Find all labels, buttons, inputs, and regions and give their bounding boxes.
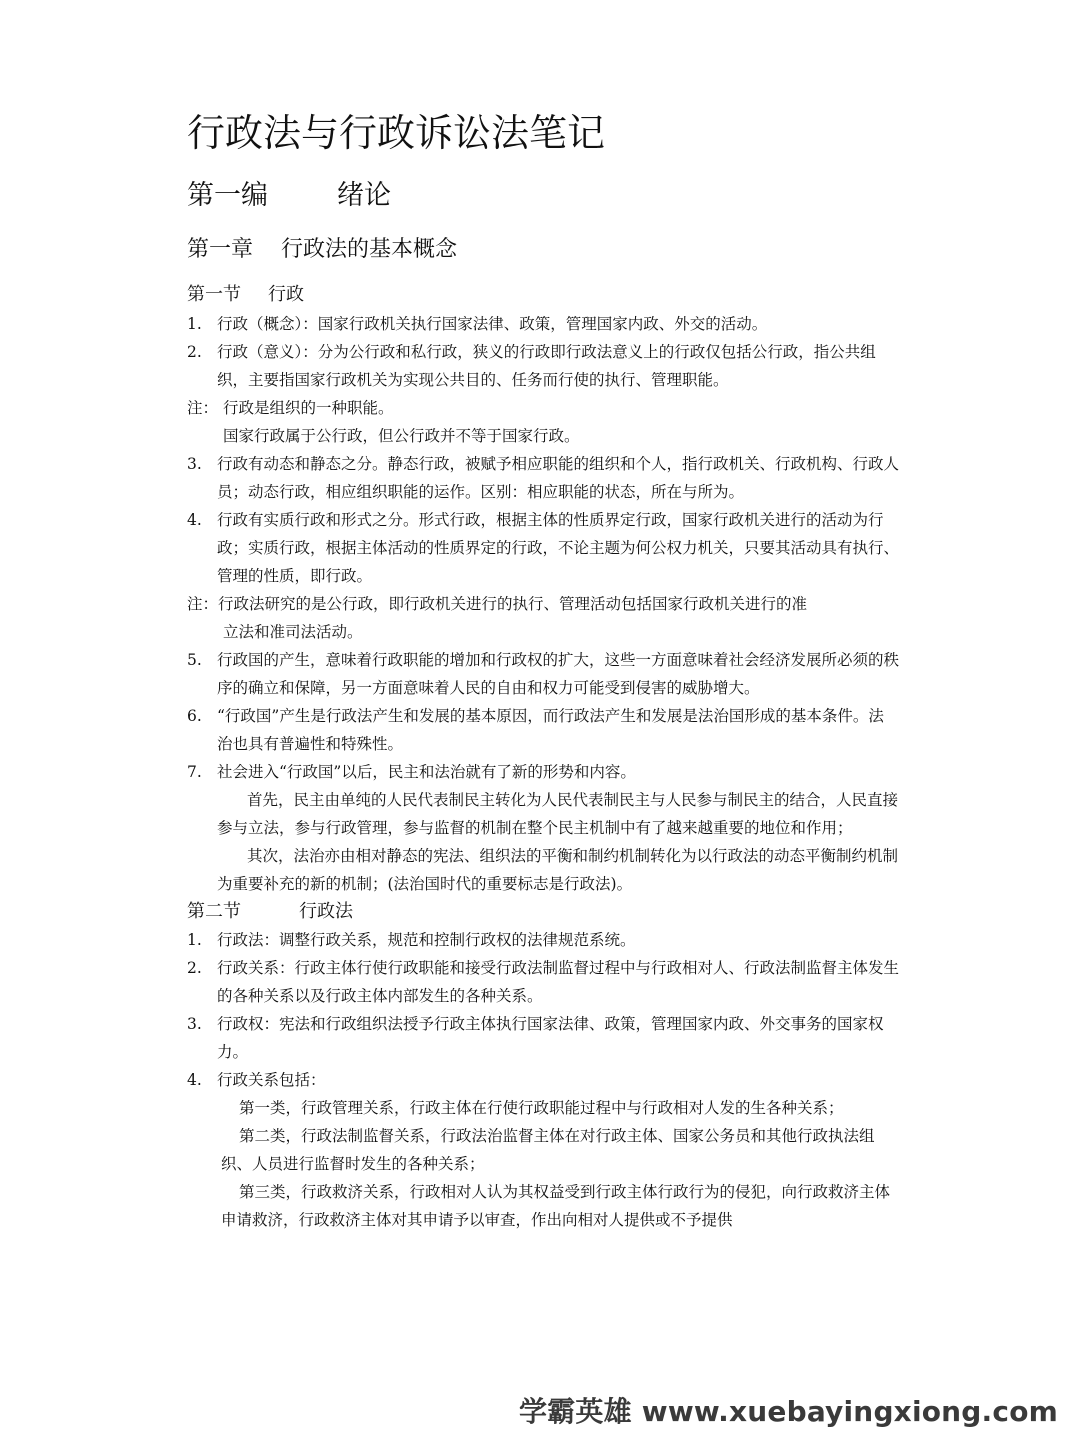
section2-label: 第二节 [187, 901, 241, 922]
list-item: 3. 行政权：宪法和行政组织法授予行政主体执行国家法律、政策，管理国家内政、外交事务的国家权力。 [187, 1015, 884, 1061]
list-item: 4. 行政关系包括： [187, 1071, 326, 1089]
chapter-label: 第一章 [187, 237, 254, 262]
list-item: 7. 社会进入“行政国”以后，民主和法治就有了新的形势和内容。 [187, 763, 636, 781]
document-body [187, 310, 899, 1234]
list-item: 6. “行政国”产生是行政法产生和发展的基本原因，而行政法产生和发展是法治国形成的基本条件。法治也具有普遍性和特殊性。 [187, 707, 884, 753]
chapter-heading [187, 232, 457, 268]
paragraph: 首先，民主由单纯的人民代表制民主转化为人民代表制民主与人民参与制民主的结合，人民直接参与立法，参与行政管理，参与监督的机制在整个民主机制中有了越来越重要的地位和作用； [217, 791, 899, 837]
paragraph: 第二类，行政法制监督关系，行政法治监督主体在对行政主体、国家公务员和其他行政执法组织、人员进行监督时发生的各种关系； [221, 1127, 875, 1173]
document-title: 行政法与行政诉讼法笔记 [187, 111, 606, 155]
list-item: 1. 行政法：调整行政关系，规范和控制行政权的法律规范系统。 [187, 931, 636, 949]
note-continuation: 国家行政属于公行政，但公行政并不等于国家行政。 [223, 427, 580, 445]
section1-label: 第一节 [187, 284, 241, 305]
paragraph: 其次，法治亦由相对静态的宪法、组织法的平衡和制约机制转化为以行政法的动态平衡制约机制为重要补充的新的机制；(法治国时代的重要标志是行政法)。 [217, 847, 899, 893]
part-heading [187, 176, 391, 216]
section1-heading [187, 281, 304, 309]
section1-name: 行政 [268, 284, 304, 305]
part-label: 第一编 [187, 180, 268, 211]
section2-name: 行政法 [299, 901, 353, 922]
paragraph: 第一类，行政管理关系，行政主体在行使行政职能过程中与行政相对人发的生各种关系； [239, 1099, 844, 1117]
chapter-name: 行政法的基本概念 [281, 237, 458, 262]
site-watermark: 学霸英雄 www.xuebayingxiong.com [519, 1395, 1058, 1428]
list-item: 2. 行政关系：行政主体行使行政职能和接受行政法制监督过程中与行政相对人、行政法制监督主体发生的各种关系以及行政主体内部发生的各种关系。 [187, 959, 900, 1005]
part-name: 绪论 [337, 180, 391, 211]
note: 注：行政法研究的是公行政，即行政机关进行的执行、管理活动包括国家行政机关进行的准 立法和准司法活动。 [187, 595, 808, 641]
list-item: 3. 行政有动态和静态之分。静态行政，被赋予相应职能的组织和个人，指行政机关、行政机构、行政人员；动态行政，相应组织职能的运作。区别：相应职能的状态，所在与所为。 [187, 455, 900, 501]
section2-heading [187, 898, 899, 926]
list-item: 1. 行政（概念）：国家行政机关执行国家法律、政策，管理国家内政、外交的活动。 [187, 315, 768, 333]
paragraph: 第三类，行政救济关系，行政相对人认为其权益受到行政主体行政行为的侵犯，向行政救济主体申请救济，行政救济主体对其申请予以审查，作出向相对人提供或不予提供 [221, 1183, 891, 1229]
list-item: 2. 行政（意义）：分为公行政和私行政，狭义的行政即行政法意义上的行政仅包括公行政，指公共组织，主要指国家行政机关为实现公共目的、任务而行使的执行、管理职能。 [187, 343, 876, 389]
list-item: 4. 行政有实质行政和形式之分。形式行政，根据主体的性质界定行政，国家行政机关进行的活动为行政；实质行政，根据主体活动的性质界定的行政，不论主题为何公权力机关，只要其活动具有执行、管理的性质，即行政。 [187, 511, 900, 585]
note: 注： 行政是组织的一种职能。 [187, 399, 394, 417]
list-item: 5. 行政国的产生，意味着行政职能的增加和行政权的扩大，这些一方面意味着社会经济发展所必须的秩序的确立和保障，另一方面意味着人民的自由和权力可能受到侵害的威胁增大。 [187, 651, 900, 697]
